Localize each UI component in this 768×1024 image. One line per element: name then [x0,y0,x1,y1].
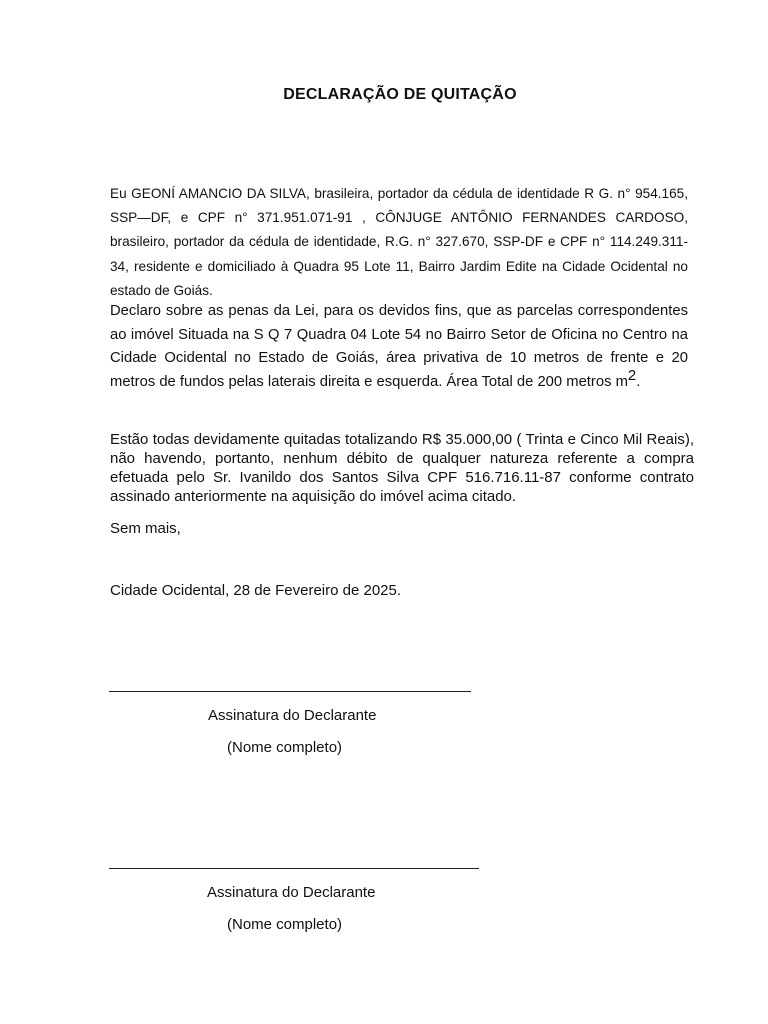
signature-name-hint: (Nome completo) [227,739,343,756]
signature-line [109,868,479,869]
document-title: DECLARAÇÃO DE QUITAÇÃO [283,86,517,103]
signature-label: Assinatura do Declarante [207,884,376,901]
signature-label: Assinatura do Declarante [208,707,377,724]
closing-text: Sem mais, [110,520,181,537]
signature-line [109,691,471,692]
declaration-text: Declaro sobre as penas da Lei, para os devidos fins, que as parcelas correspondentes ao imóvel Situada na S Q 7 Quadra 04 Lote 54 no Bairro Setor de Oficina no Centro na Cidade Ocidental no Estado de Goiás, área privativa de 10 metros de frente e 20 metros de fundos pelas laterais direita e esquerda. Área Total de 200 metros m [110,303,688,390]
payment-paragraph: Estão todas devidamente quitadas totalizando R$ 35.000,00 ( Trinta e Cinco Mil Reais), não havendo, portanto, nenhum débito de qualquer natureza referente a compra efetuada pelo Sr. Ivanildo dos Santos Silva CPF 516.716.11-87 conforme contrato assinado anteriormente na aquisição do imóvel acima citado. [110,431,694,505]
place-date: Cidade Ocidental, 28 de Fevereiro de 2025. [110,582,402,599]
signature-name-hint: (Nome completo) [227,916,343,933]
declaration-paragraph [110,300,688,394]
declarant-paragraph: Eu GEONÍ AMANCIO DA SILVA, brasileira, portador da cédula de identidade R G. n° 954.165, SSP—DF, e CPF n° 371.951.071-91 , CÔNJUGE ANTÔNIO FERNANDES CARDOSO, brasileiro, portador da cédula de identidade, R.G. n° 327.670, SSP-DF e CPF n° 114.249.311-34, residente e domiciliado à Quadra 95 Lote 11, Bairro Jardim Edite na Cidade Ocidental no estado de Goiás. [110,186,688,298]
square-superscript: 2 [627,366,637,384]
declaration-end: . [636,373,641,390]
